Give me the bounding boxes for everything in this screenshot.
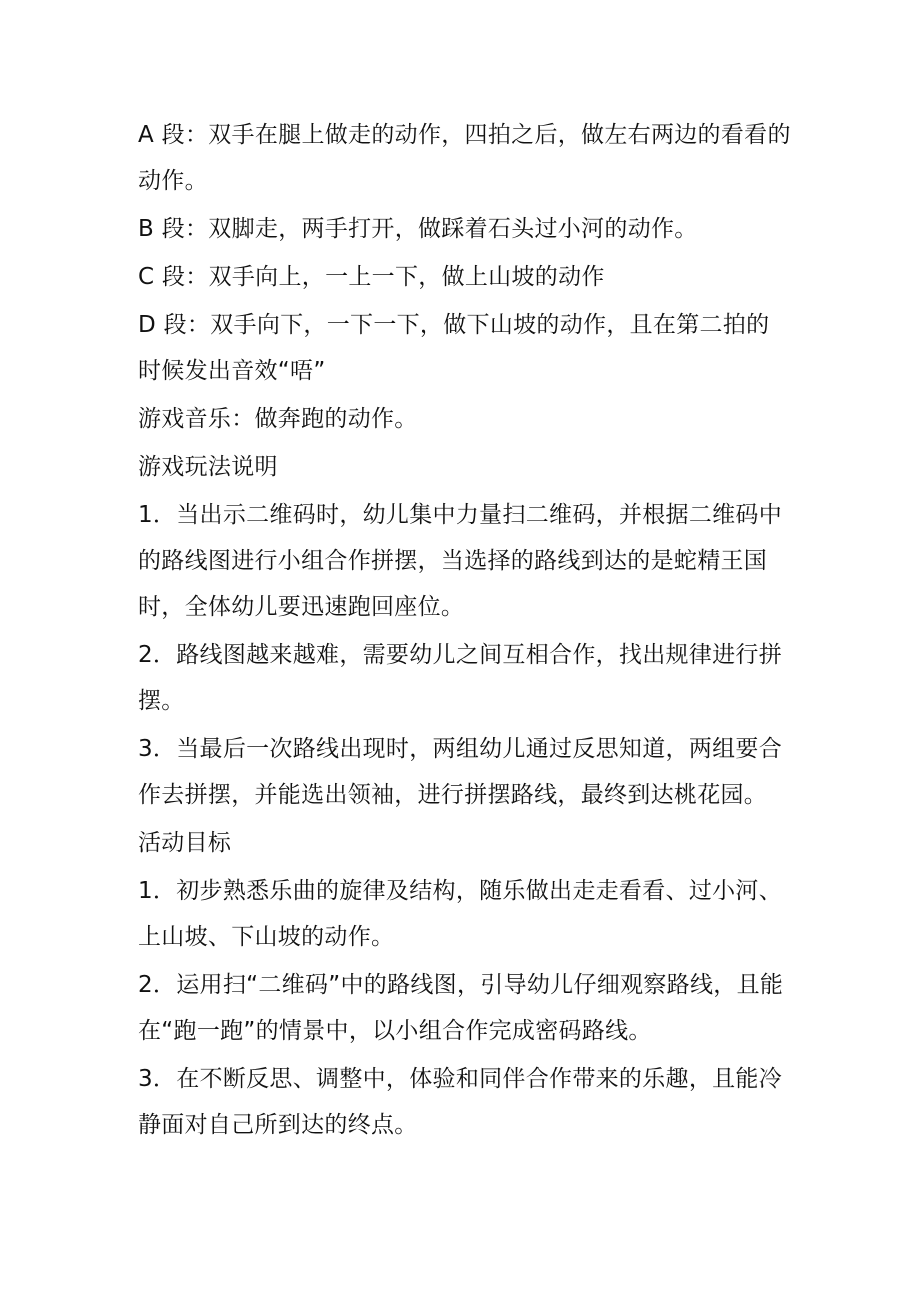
paragraph-goal-2: 2．运用扫“二维码”中的路线图，引导幼儿仔细观察路线，且能在“跑一跑”的情景中，以小组合作完成密码路线。 [138,972,784,1044]
paragraph-goal-3: 3．在不断反思、调整中，体验和同伴合作带来的乐趣，且能冷静面对自己所到达的终点。 [138,1066,783,1138]
paragraph-rule-1: 1．当出示二维码时，幼儿集中力量扫二维码，并根据二维码中的路线图进行小组合作拼摆，当选择的路线到达的是蛇精王国时，全体幼儿要迅速跑回座位。 [138,502,783,620]
paragraph-section-a: A 段：双手在腿上做走的动作，四拍之后，做左右两边的看看的动作。 [138,122,791,194]
paragraph-section-b: B 段：双脚走，两手打开，做踩着石头过小河的动作。 [138,216,698,242]
paragraph-goal-1: 1．初步熟悉乐曲的旋律及结构，随乐做出走走看看、过小河、上山坡、下山坡的动作。 [138,878,783,950]
heading-game-rules: 游戏玩法说明 [138,454,278,480]
heading-activity-goals: 活动目标 [138,830,232,856]
paragraph-section-c: C 段：双手向上，一上一下，做上山坡的动作 [138,264,605,290]
paragraph-rule-2: 2．路线图越来越难，需要幼儿之间互相合作，找出规律进行拼摆。 [138,642,783,714]
paragraph-section-d: D 段：双手向下，一下一下，做下山坡的动作，且在第二拍的时候发出音效“唔” [138,312,770,384]
paragraph-game-music: 游戏音乐：做奔跑的动作。 [138,406,418,432]
paragraph-rule-3: 3．当最后一次路线出现时，两组幼儿通过反思知道，两组要合作去拼摆，并能选出领袖，进行拼摆路线，最终到达桃花园。 [138,736,783,808]
